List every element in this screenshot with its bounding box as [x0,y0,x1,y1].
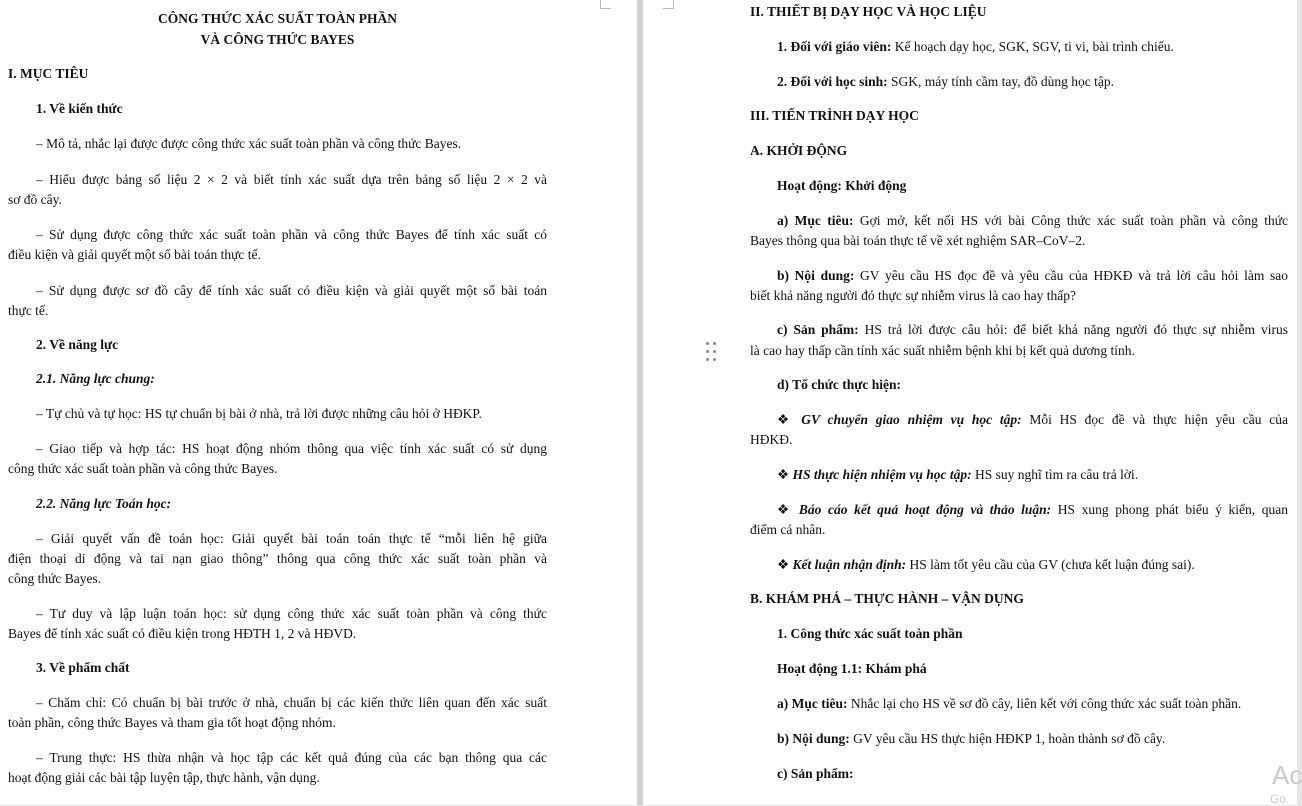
step-1-line-1 [777,410,1288,430]
activity-1-1-heading: Hoạt động 1.1: Khám phá [777,661,927,676]
content-text: GV yêu cầu HS đọc đề và yêu cầu của HĐKĐ và trả lời câu hỏi làm sao [854,268,1288,283]
product-line-1 [777,320,1288,340]
step-3-line-2: điểm cá nhân. [750,522,826,537]
content-line-2: biết khả năng người đó thực sự nhiễm virus là cao hay thấp? [750,288,1077,303]
math-item-1-line-1: – Giải quyết vấn đề toán học: Giải quyết bài toán toán thực tế “mỗi liên hệ giữa [36,531,547,546]
product-text: HS trả lời được câu hỏi: để biết khả năng người đó thực sự nhiễm virus [858,322,1288,337]
math-item-1-line-2: điện thoại di động và tai nạn giao thông” thông qua công thức xác suất toàn phần và [8,551,547,566]
product-label: c) Sản phẩm: [777,322,859,337]
student-resources [777,72,1114,92]
step-1-line-2: HĐKĐ. [750,432,793,447]
student-label: 2. Đối với học sinh: [777,74,888,89]
general-item-2-line-1: – Giao tiếp và hợp tác: HS hoạt động nhóm thông qua việc tính xác suất có sử dụng [36,441,547,456]
teacher-text: Kế hoạch dạy học, SGK, SGV, ti vi, bài trình chiếu. [891,39,1174,54]
math-item-2-line-2: Bayes để tính xác suất có điều kiện trong HĐTH 1, 2 và HĐVD. [8,626,357,641]
bullet-icon: ❖ [777,467,790,482]
step-4 [777,555,1195,575]
section-heading-explore: B. KHÁM PHÁ – THỰC HÀNH – VẬN DỤNG [750,591,1024,606]
step-3-line-1 [777,500,1288,520]
content-label: b) Nội dung: [777,268,855,283]
objective-text: Gợi mở, kết nối HS với bài Công thức xác suất toàn phần và công thức [853,213,1289,228]
quality-item-2-line-2: hoạt động giải các bài tập luyện tập, thực hành, vận dụng. [8,770,320,785]
step-1-label: GV chuyển giao nhiệm vụ học tập: [801,412,1022,427]
section-heading-process: III. TIẾN TRÌNH DẠY HỌC [750,108,919,123]
objective-line-2: Bayes thông qua bài toán thực tế về xét nghiệm SAR–CoV–2. [750,233,1086,248]
knowledge-item-1: – Mô tả, nhắc lại được được công thức xác suất toàn phần và công thức Bayes. [36,136,462,151]
general-item-2-line-2: công thức xác suất toàn phần và công thức Bayes. [8,461,278,476]
step-2 [777,465,1138,485]
knowledge-item-2-line-2: sơ đồ cây. [8,192,62,207]
math-item-2-line-1: – Tư duy và lập luận toán học: sử dụng công thức xác suất toàn phần và công thức [36,606,547,621]
document-page-right [643,0,1297,805]
general-item-1: – Tự chủ và tự học: HS tự chuẩn bị bài ở nhà, trả lời được những câu hỏi ở HĐKP. [36,406,482,421]
heading-general-ability: 2.1. Năng lực chung: [36,371,155,386]
math-item-1-line-3: công thức Bayes. [8,571,102,586]
drag-handle-icon[interactable] [705,341,719,363]
section-heading-warmup: A. KHỞI ĐỘNG [750,143,848,158]
student-text: SGK, máy tính cầm tay, đồ dùng học tập. [887,74,1114,89]
content-2-text: GV yêu cầu HS thực hiện HĐKP 1, hoàn thành sơ đồ cây. [849,731,1166,746]
doc-title-line-2: VÀ CÔNG THỨC BAYES [200,32,355,47]
margin-mark [600,0,611,9]
section-heading-equipment: II. THIẾT BỊ DẠY HỌC VÀ HỌC LIỆU [750,4,987,19]
bullet-icon: ❖ [777,502,793,517]
heading-ability: 2. Về năng lực [36,337,119,352]
margin-mark [663,0,674,9]
step-3-label: Báo cáo kết quả hoạt động và thảo luận: [798,502,1052,517]
organization-heading: d) Tổ chức thực hiện: [777,377,901,392]
bullet-icon: ❖ [777,557,790,572]
step-2-label: HS thực hiện nhiệm vụ học tập: [792,467,972,482]
teacher-label: 1. Đối với giáo viên: [777,39,892,54]
heading-math-ability: 2.2. Năng lực Toán học: [36,496,172,511]
objective-label: a) Mục tiêu: [777,213,854,228]
knowledge-item-2-line-1: – Hiểu được bảng số liệu 2 × 2 và biết tính xác suất dựa trên bảng số liệu 2 × 2 và [36,172,547,187]
product-line-2: là cao hay thấp cần tính xác suất nhiễm bệnh khi bị kết quả dương tính. [750,343,1135,358]
knowledge-item-3-line-2: điều kiện và giải quyết một số bài toán thực tế. [8,247,261,262]
step-1-text: Mỗi HS đọc đề và thực hiện yêu cầu của [1021,412,1289,427]
heading-quality: 3. Về phẩm chất [36,660,130,675]
knowledge-item-4-line-1: – Sử dụng được sơ đồ cây để tính xác suất có điều kiện và giải quyết một số bài toán [36,283,547,298]
step-2-text: HS suy nghĩ tìm ra câu trả lời. [971,467,1139,482]
objective-2-label: a) Mục tiêu: [777,696,848,711]
section-heading-objectives: I. MỤC TIÊU [8,66,89,81]
step-4-label: Kết luận nhận định: [792,557,907,572]
activity-warmup-heading: Hoạt động: Khởi động [777,178,907,193]
quality-item-2-line-1: – Trung thực: HS thừa nhận và học tập các kết quả đúng của các bạn thông qua các [36,750,547,765]
activation-watermark: Ac [1272,760,1302,790]
content-2-label: b) Nội dung: [777,731,850,746]
doc-title-line-1: CÔNG THỨC XÁC SUẤT TOÀN PHẦN [158,11,397,26]
step-3-text: HS xung phong phát biểu ý kiến, quan [1051,502,1288,517]
content-line-1 [777,266,1288,286]
teacher-resources [777,37,1174,57]
objective-2 [777,694,1241,714]
knowledge-item-4-line-2: thực tế. [8,303,49,318]
knowledge-item-3-line-1: – Sử dụng được công thức xác suất toàn phần và công thức Bayes để tính xác suất có [36,227,547,242]
document-page-left [0,0,637,805]
quality-item-1-line-2: toàn phần, công thức Bayes và tham gia tốt hoạt động nhóm. [8,715,336,730]
step-4-text: HS làm tốt yêu cầu của GV (chưa kết luận đúng sai). [906,557,1195,572]
activation-watermark-subtext: Go [1270,792,1287,806]
bullet-icon: ❖ [777,412,794,427]
product-2-heading: c) Sản phẩm: [777,766,854,781]
heading-total-probability: 1. Công thức xác suất toàn phần [777,626,963,641]
objective-2-text: Nhắc lại cho HS về sơ đồ cây, liên kết với công thức xác suất toàn phần. [847,696,1242,711]
content-2 [777,729,1165,749]
heading-knowledge: 1. Về kiến thức [36,101,123,116]
objective-line-1 [777,211,1288,231]
quality-item-1-line-1: – Chăm chỉ: Có chuẩn bị bài trước ở nhà, chuẩn bị các kiến thức liên quan đến xác suất [36,695,547,710]
